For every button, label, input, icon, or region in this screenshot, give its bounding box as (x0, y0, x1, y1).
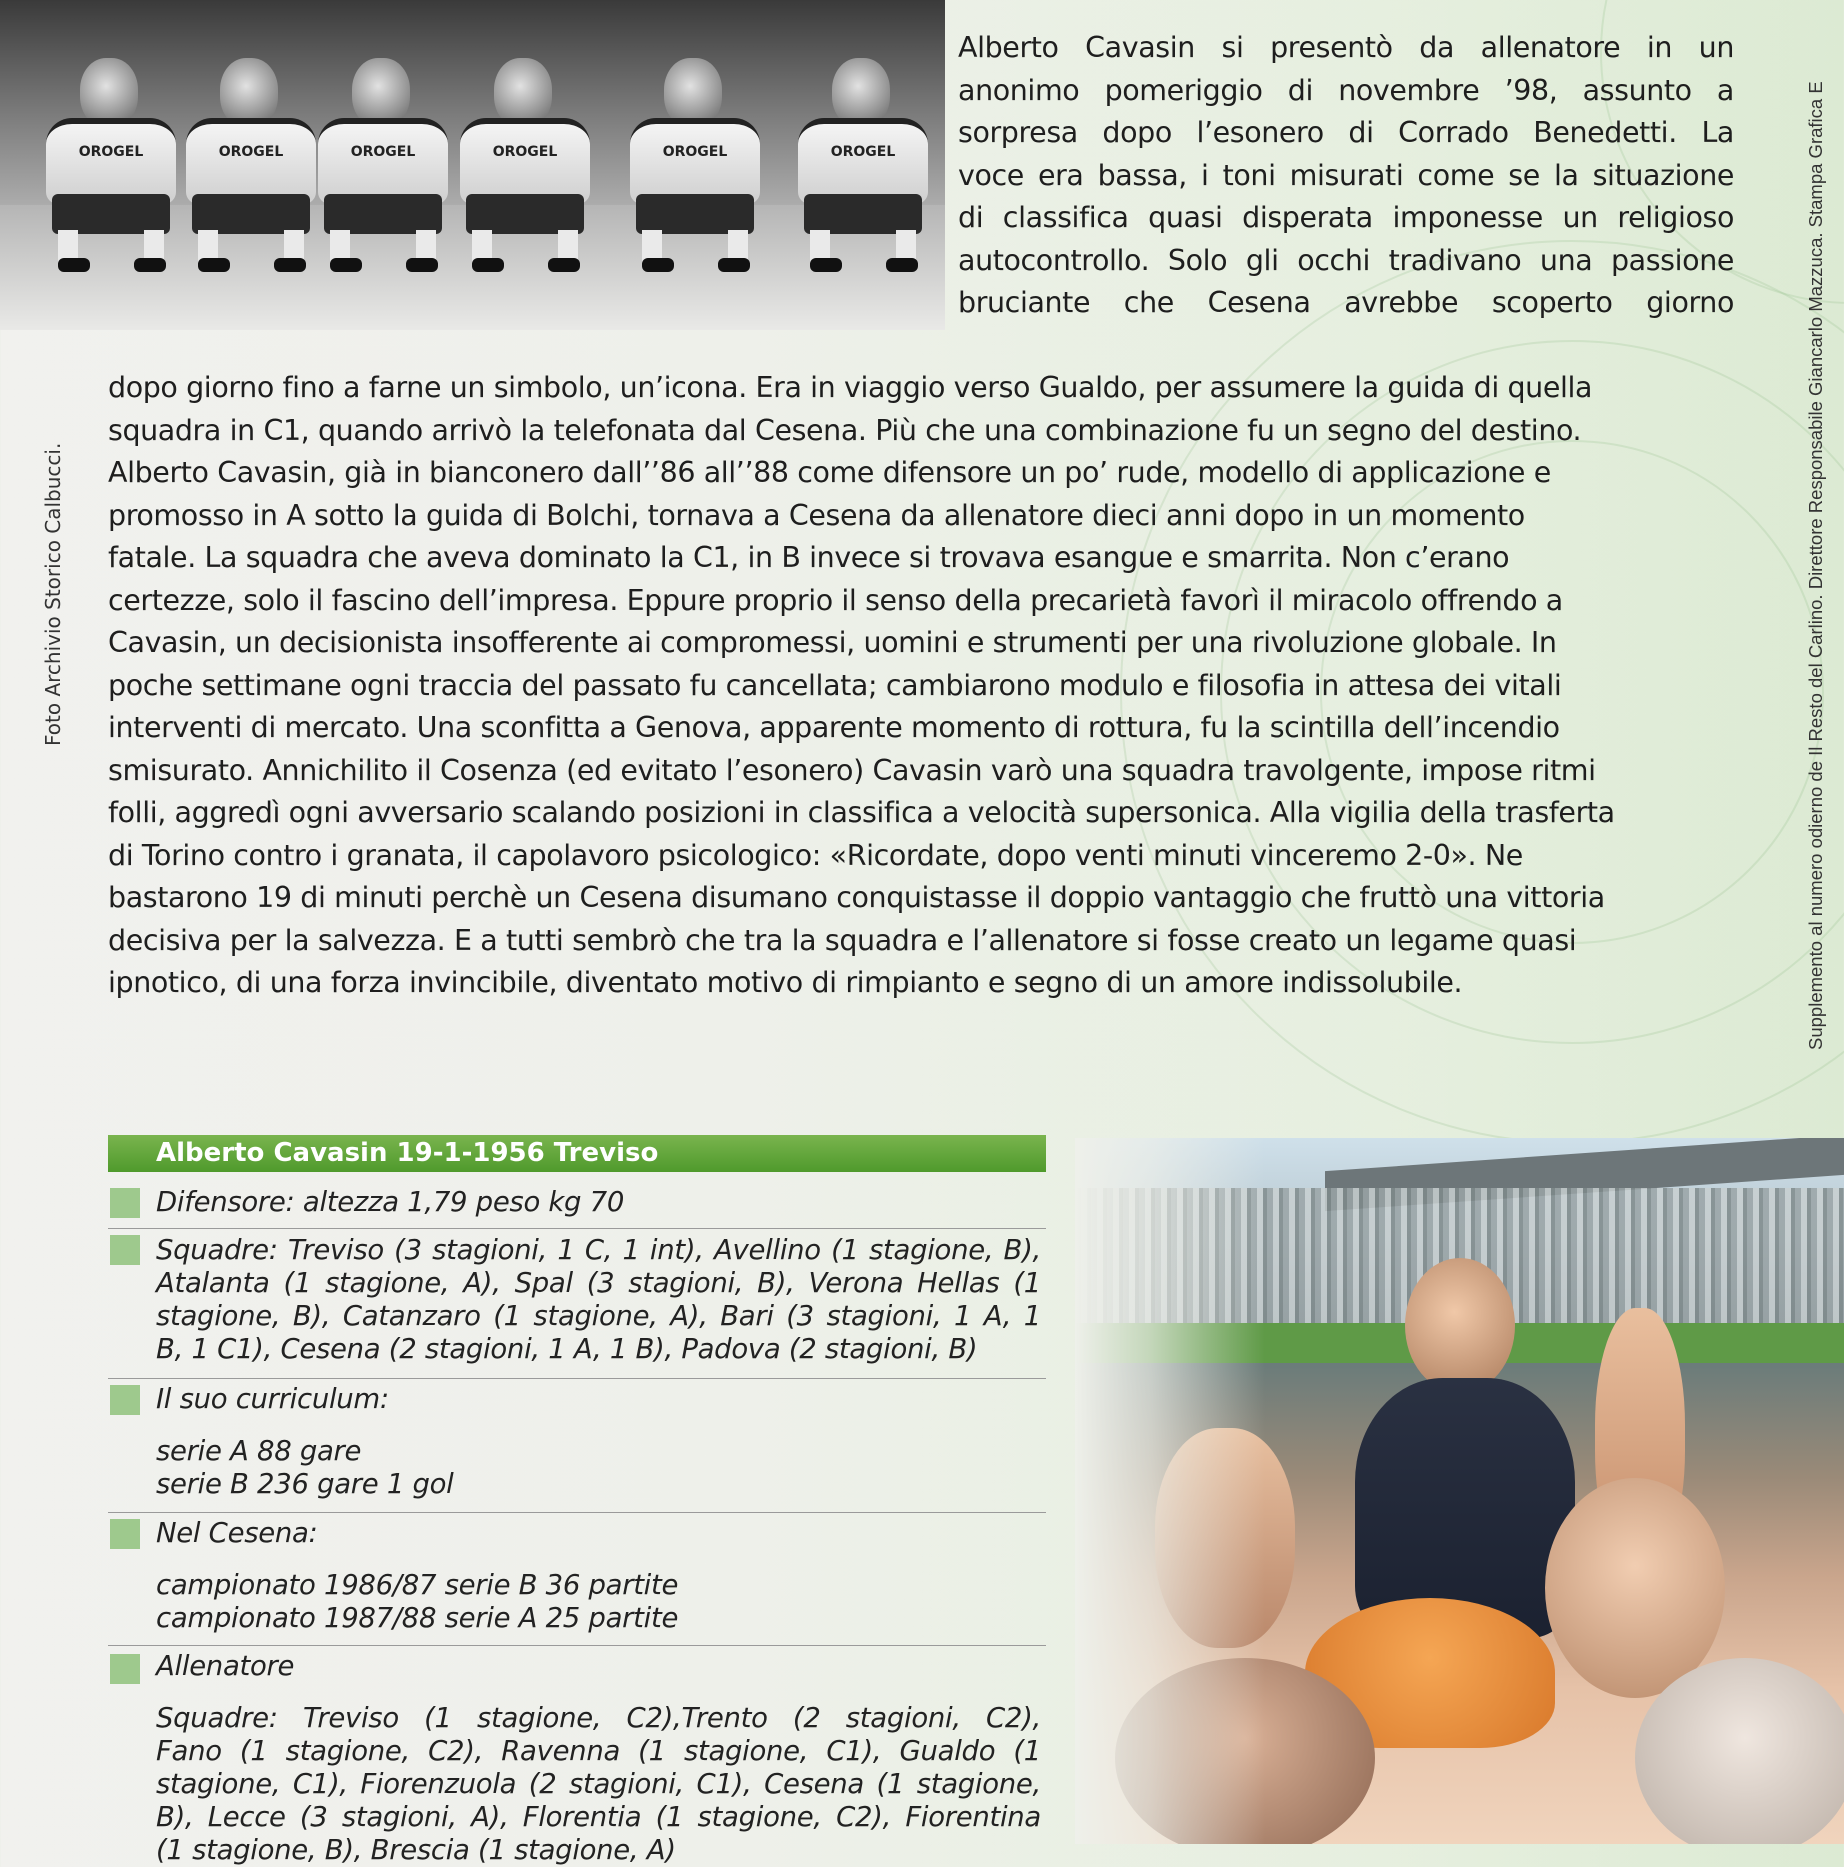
infobox-section-coach (108, 1645, 1046, 1866)
text-line: autocontrollo. Solo gli occhi tradivano una passione (958, 243, 1734, 277)
shirt-logo: OROGEL (218, 144, 284, 160)
player-figure (178, 18, 326, 268)
infobox-section-role (108, 1186, 1046, 1228)
text-line: fatale. La squadra che aveva dominato la C1, in B invece si trovava esangue e smarrita. Non c’erano (108, 541, 1510, 574)
infobox-title: Alberto Cavasin 19-1-1956 Treviso (108, 1135, 1046, 1172)
shirt-logo: OROGEL (830, 144, 896, 160)
celebration-photo (1075, 1138, 1844, 1844)
role-text: Difensore: altezza 1,79 peso kg 70 (156, 1186, 625, 1218)
teams-line: stagione, B), Catanzaro (1 stagione, A), Bari (3 stagioni, 1 A, 1 (156, 1300, 1041, 1332)
shirt-logo: OROGEL (662, 144, 728, 160)
text-line: anonimo pomeriggio di novembre ’98, assunto a (958, 73, 1734, 107)
curriculum-line: serie B 236 gare 1 gol (156, 1468, 454, 1500)
text-line: interventi di mercato. Una sconfitta a Genova, apparente momento di rottura, fu la scintilla dell’incendio (108, 711, 1560, 744)
text-line: Alberto Cavasin si presentò da allenatore in un (958, 31, 1734, 64)
text-line: ipnotico, di una forza invincibile, diventato motivo di rimpianto e segno di un amore indissolubile. (108, 966, 1463, 999)
curriculum-heading: Il suo curriculum: (156, 1383, 389, 1415)
bullet-square-icon (110, 1654, 140, 1684)
shirt-logo: OROGEL (78, 144, 144, 160)
text-line: bruciante che Cesena avrebbe scoperto giorno (958, 286, 1734, 319)
text-line: Cavasin, un decisionista insofferente ai compromessi, uomini e strumenti per una rivoluzione globale. In (108, 626, 1557, 659)
player-figure (622, 18, 770, 268)
coach-teams-line: stagione, C1), Fiorenzuola (2 stagioni, C1), Cesena (1 stagione, (156, 1768, 1041, 1800)
text-line: decisiva per la salvezza. E a tutti sembrò che tra la squadra e l’allenatore si fosse creato un legame quasi (108, 923, 1577, 957)
photo-credit: Foto Archivio Storico Calbucci. (41, 442, 65, 746)
shirt-logo: OROGEL (492, 144, 558, 160)
player-figure (310, 18, 458, 268)
article-paragraph-body (108, 367, 1734, 1005)
text-line: dopo giorno fino a farne un simbolo, un’icona. Era in viaggio verso Gualdo, per assumere la guida di quella (108, 371, 1593, 404)
bullet-square-icon (110, 1519, 140, 1549)
bullet-square-icon (110, 1385, 140, 1415)
supplement-credit: Supplemento al numero odierno de Il Resto del Carlino. Direttore Responsabile Giancarlo Mazzuca. Stampa Grafica E (1805, 81, 1826, 1050)
text-line: di Torino contro i granata, il capolavoro psicologico: «Ricordate, dopo venti minuti vinceremo 2-0». Ne (108, 838, 1523, 872)
bullet-square-icon (110, 1188, 140, 1218)
coach-teams-line: B), Lecce (3 stagioni, A), Florentia (1 stagione, C2), Fiorentina (156, 1801, 1041, 1833)
coach-teams-line: (1 stagione, B), Brescia (1 stagione, A) (156, 1834, 676, 1866)
infobox-section-cesena (108, 1512, 1046, 1645)
teams-line: Squadre: Treviso (3 stagioni, 1 C, 1 int), Avellino (1 stagione, B), (156, 1234, 1041, 1266)
team-photo (0, 0, 945, 330)
infobox-section-curriculum (108, 1378, 1046, 1511)
cesena-list (156, 1569, 1041, 1635)
coach-teams-text (156, 1702, 1041, 1867)
bullet-square-icon (110, 1235, 140, 1265)
coach-heading: Allenatore (156, 1650, 295, 1682)
curriculum-line: serie A 88 gare (156, 1435, 362, 1467)
infobox-section-teams (108, 1228, 1046, 1377)
text-line: certezze, solo il fascino dell’impresa. Eppure proprio il senso della precarietà favorì il miracolo offrendo a (108, 583, 1563, 617)
text-line: folli, aggredì ogni avversario scalando posizioni in classifica a velocità supersonica. Alla vigilia della trasferta (108, 796, 1615, 829)
teams-text (156, 1234, 1041, 1366)
text-line: squadra in C1, quando arrivò la telefonata dal Cesena. Più che una combinazione fu un segno del destino. (108, 413, 1582, 447)
coach-teams-line: Squadre: Treviso (1 stagione, C2),Trento (2 stagioni, C2), (156, 1702, 1041, 1734)
text-line: sorpresa dopo l’esonero di Corrado Benedetti. La (958, 116, 1734, 149)
cesena-heading: Nel Cesena: (156, 1517, 318, 1549)
teams-line: Atalanta (1 stagione, A), Spal (3 stagioni, B), Verona Hellas (1 (156, 1267, 1041, 1299)
teams-line: B, 1 C1), Cesena (2 stagioni, 1 A, 1 B), Padova (2 stagioni, B) (156, 1333, 978, 1365)
text-line: Alberto Cavasin, già in bianconero dall’’86 all’’88 come difensore un po’ rude, modello di applicazione e (108, 456, 1551, 489)
coach-teams-line: Fano (1 stagione, C2), Ravenna (1 stagione, C1), Gualdo (1 (156, 1735, 1041, 1767)
text-line: poche settimane ogni traccia del passato fu cancellata; cambiarono modulo e filosofia in attesa dei vitali (108, 668, 1562, 702)
cesena-line: campionato 1987/88 serie A 25 partite (156, 1602, 679, 1634)
player-figure (452, 18, 600, 268)
text-line: di classifica quasi disperata imponesse un religioso (958, 201, 1734, 234)
text-line: bastarono 19 di minuti perchè un Cesena disumano conquistasse il doppio vantaggio che fruttò una vittoria (108, 881, 1605, 914)
cesena-line: campionato 1986/87 serie B 36 partite (156, 1569, 679, 1601)
article-paragraph-intro (958, 27, 1734, 325)
player-figure (790, 18, 938, 268)
text-line: promosso in A sotto la guida di Bolchi, tornava a Cesena da allenatore dieci anni dopo in un momento (108, 498, 1525, 532)
curriculum-list (156, 1435, 1041, 1501)
text-line: voce era bassa, i toni misurati come se la situazione (958, 158, 1734, 192)
text-line: smisurato. Annichilito il Cosenza (ed evitato l’esonero) Cavasin varò una squadra travolgente, impose ritmi (108, 753, 1596, 787)
player-figure (38, 18, 186, 268)
shirt-logo: OROGEL (350, 144, 416, 160)
